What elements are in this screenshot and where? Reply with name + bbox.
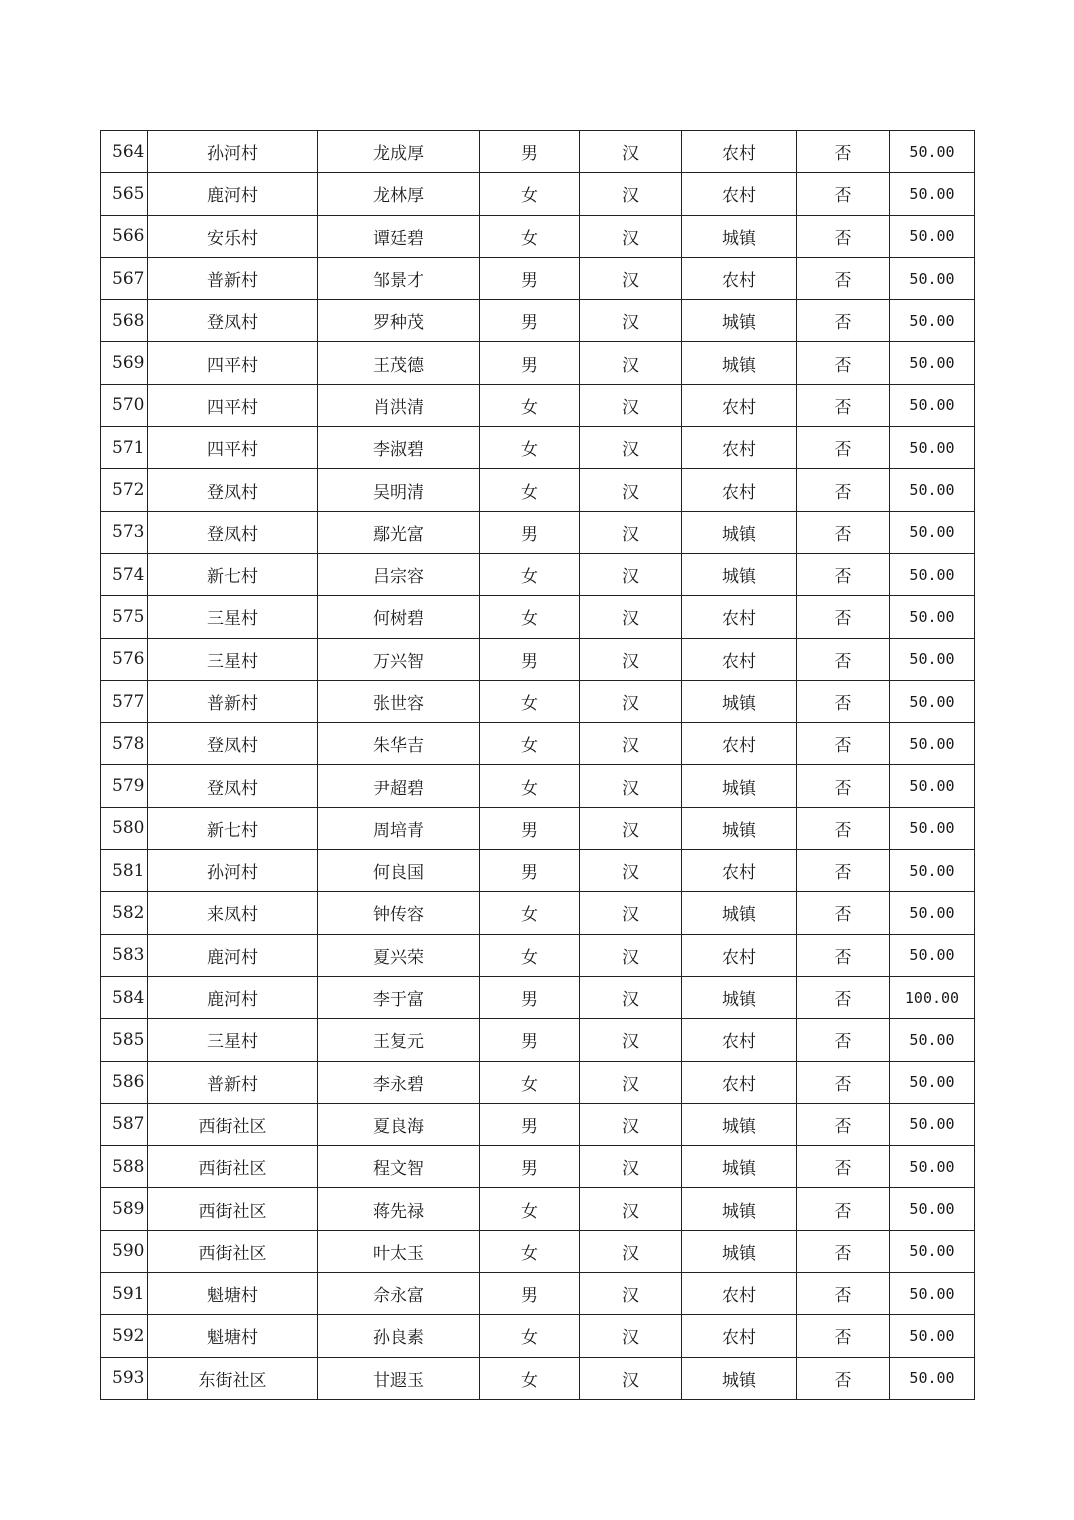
village-cell: 四平村 [148,427,318,469]
amount-cell: 50.00 [890,892,975,934]
residence-type-cell: 城镇 [682,1103,797,1145]
name-cell: 朱华吉 [318,723,480,765]
flag-cell: 否 [797,300,890,342]
name-cell: 邹景才 [318,257,480,299]
village-cell: 新七村 [148,553,318,595]
name-cell: 孙良素 [318,1315,480,1357]
flag-cell: 否 [797,680,890,722]
name-cell: 李于富 [318,976,480,1018]
flag-cell: 否 [797,511,890,553]
ethnicity-cell: 汉 [580,511,682,553]
flag-cell: 否 [797,1146,890,1188]
gender-cell: 女 [480,1315,580,1357]
flag-cell: 否 [797,976,890,1018]
serial-number-cell: 592 [101,1315,148,1357]
gender-cell: 女 [480,215,580,257]
table-row [101,1315,975,1357]
serial-number-cell: 578 [101,723,148,765]
name-cell: 叶太玉 [318,1230,480,1272]
name-cell: 龙成厚 [318,131,480,173]
amount-cell: 50.00 [890,469,975,511]
gender-cell: 女 [480,553,580,595]
flag-cell: 否 [797,1315,890,1357]
flag-cell: 否 [797,892,890,934]
amount-cell: 50.00 [890,850,975,892]
village-cell: 新七村 [148,807,318,849]
table-row [101,215,975,257]
gender-cell: 女 [480,1188,580,1230]
ethnicity-cell: 汉 [580,342,682,384]
gender-cell: 男 [480,1019,580,1061]
gender-cell: 男 [480,300,580,342]
gender-cell: 女 [480,384,580,426]
gender-cell: 男 [480,257,580,299]
amount-cell: 50.00 [890,680,975,722]
gender-cell: 女 [480,680,580,722]
amount-cell: 50.00 [890,1188,975,1230]
gender-cell: 男 [480,976,580,1018]
village-cell: 普新村 [148,1061,318,1103]
flag-cell: 否 [797,723,890,765]
serial-number-cell: 568 [101,300,148,342]
ethnicity-cell: 汉 [580,934,682,976]
amount-cell: 50.00 [890,173,975,215]
name-cell: 程文智 [318,1146,480,1188]
amount-cell: 50.00 [890,1315,975,1357]
residence-type-cell: 农村 [682,173,797,215]
amount-cell: 50.00 [890,342,975,384]
residence-type-cell: 城镇 [682,300,797,342]
gender-cell: 女 [480,1357,580,1399]
flag-cell: 否 [797,934,890,976]
residence-type-cell: 农村 [682,1273,797,1315]
table-row [101,680,975,722]
roster-table-body [101,131,975,1400]
village-cell: 来凤村 [148,892,318,934]
name-cell: 谭廷碧 [318,215,480,257]
name-cell: 王复元 [318,1019,480,1061]
ethnicity-cell: 汉 [580,469,682,511]
table-row [101,892,975,934]
residence-type-cell: 城镇 [682,215,797,257]
gender-cell: 女 [480,892,580,934]
amount-cell: 50.00 [890,300,975,342]
village-cell: 鹿河村 [148,173,318,215]
village-cell: 孙河村 [148,850,318,892]
name-cell: 龙林厚 [318,173,480,215]
table-row [101,1188,975,1230]
amount-cell: 50.00 [890,596,975,638]
serial-number-cell: 572 [101,469,148,511]
serial-number-cell: 586 [101,1061,148,1103]
table-row [101,723,975,765]
ethnicity-cell: 汉 [580,1188,682,1230]
amount-cell: 50.00 [890,553,975,595]
village-cell: 登凤村 [148,765,318,807]
ethnicity-cell: 汉 [580,384,682,426]
gender-cell: 女 [480,596,580,638]
residence-type-cell: 农村 [682,1061,797,1103]
serial-number-cell: 574 [101,553,148,595]
serial-number-cell: 577 [101,680,148,722]
flag-cell: 否 [797,1230,890,1272]
residence-type-cell: 农村 [682,1315,797,1357]
serial-number-cell: 576 [101,638,148,680]
ethnicity-cell: 汉 [580,680,682,722]
ethnicity-cell: 汉 [580,765,682,807]
gender-cell: 女 [480,723,580,765]
residence-type-cell: 农村 [682,934,797,976]
serial-number-cell: 571 [101,427,148,469]
residence-type-cell: 城镇 [682,553,797,595]
table-row [101,257,975,299]
name-cell: 肖洪清 [318,384,480,426]
flag-cell: 否 [797,1273,890,1315]
table-row [101,850,975,892]
residence-type-cell: 农村 [682,257,797,299]
name-cell: 佘永富 [318,1273,480,1315]
residence-type-cell: 农村 [682,638,797,680]
serial-number-cell: 564 [101,131,148,173]
serial-number-cell: 582 [101,892,148,934]
table-row [101,131,975,173]
name-cell: 周培青 [318,807,480,849]
name-cell: 罗种茂 [318,300,480,342]
name-cell: 张世容 [318,680,480,722]
gender-cell: 女 [480,934,580,976]
table-row [101,300,975,342]
residence-type-cell: 城镇 [682,1146,797,1188]
serial-number-cell: 566 [101,215,148,257]
residence-type-cell: 农村 [682,1019,797,1061]
serial-number-cell: 573 [101,511,148,553]
gender-cell: 男 [480,1103,580,1145]
serial-number-cell: 579 [101,765,148,807]
serial-number-cell: 589 [101,1188,148,1230]
gender-cell: 男 [480,131,580,173]
name-cell: 甘遐玉 [318,1357,480,1399]
amount-cell: 50.00 [890,765,975,807]
residence-type-cell: 城镇 [682,680,797,722]
name-cell: 尹超碧 [318,765,480,807]
name-cell: 鄢光富 [318,511,480,553]
amount-cell: 50.00 [890,384,975,426]
residence-type-cell: 城镇 [682,511,797,553]
table-row [101,1146,975,1188]
ethnicity-cell: 汉 [580,131,682,173]
amount-cell: 50.00 [890,131,975,173]
village-cell: 三星村 [148,638,318,680]
village-cell: 登凤村 [148,723,318,765]
village-cell: 普新村 [148,257,318,299]
ethnicity-cell: 汉 [580,1061,682,1103]
ethnicity-cell: 汉 [580,596,682,638]
table-row [101,1230,975,1272]
name-cell: 钟传容 [318,892,480,934]
name-cell: 夏兴荣 [318,934,480,976]
ethnicity-cell: 汉 [580,892,682,934]
serial-number-cell: 587 [101,1103,148,1145]
residence-type-cell: 城镇 [682,765,797,807]
ethnicity-cell: 汉 [580,553,682,595]
ethnicity-cell: 汉 [580,257,682,299]
amount-cell: 50.00 [890,1273,975,1315]
flag-cell: 否 [797,215,890,257]
table-row [101,596,975,638]
name-cell: 李淑碧 [318,427,480,469]
village-cell: 三星村 [148,1019,318,1061]
gender-cell: 男 [480,850,580,892]
gender-cell: 女 [480,765,580,807]
gender-cell: 男 [480,807,580,849]
table-row [101,173,975,215]
village-cell: 魁塘村 [148,1273,318,1315]
flag-cell: 否 [797,850,890,892]
ethnicity-cell: 汉 [580,300,682,342]
village-cell: 安乐村 [148,215,318,257]
village-cell: 鹿河村 [148,976,318,1018]
serial-number-cell: 593 [101,1357,148,1399]
gender-cell: 男 [480,638,580,680]
amount-cell: 50.00 [890,1357,975,1399]
ethnicity-cell: 汉 [580,1103,682,1145]
serial-number-cell: 580 [101,807,148,849]
serial-number-cell: 584 [101,976,148,1018]
residence-type-cell: 城镇 [682,1230,797,1272]
village-cell: 四平村 [148,384,318,426]
table-row [101,638,975,680]
name-cell: 李永碧 [318,1061,480,1103]
ethnicity-cell: 汉 [580,1273,682,1315]
amount-cell: 50.00 [890,1146,975,1188]
amount-cell: 50.00 [890,934,975,976]
village-cell: 西街社区 [148,1103,318,1145]
flag-cell: 否 [797,427,890,469]
ethnicity-cell: 汉 [580,1146,682,1188]
village-cell: 西街社区 [148,1230,318,1272]
flag-cell: 否 [797,1061,890,1103]
serial-number-cell: 588 [101,1146,148,1188]
flag-cell: 否 [797,469,890,511]
table-row [101,1019,975,1061]
table-row [101,934,975,976]
flag-cell: 否 [797,131,890,173]
residence-type-cell: 农村 [682,131,797,173]
serial-number-cell: 583 [101,934,148,976]
table-row [101,976,975,1018]
village-cell: 鹿河村 [148,934,318,976]
gender-cell: 女 [480,173,580,215]
ethnicity-cell: 汉 [580,1315,682,1357]
ethnicity-cell: 汉 [580,1019,682,1061]
gender-cell: 女 [480,1061,580,1103]
residence-type-cell: 农村 [682,427,797,469]
residence-type-cell: 农村 [682,850,797,892]
amount-cell: 50.00 [890,511,975,553]
flag-cell: 否 [797,807,890,849]
gender-cell: 男 [480,511,580,553]
amount-cell: 50.00 [890,1230,975,1272]
serial-number-cell: 585 [101,1019,148,1061]
flag-cell: 否 [797,1357,890,1399]
flag-cell: 否 [797,173,890,215]
flag-cell: 否 [797,1103,890,1145]
village-cell: 登凤村 [148,300,318,342]
flag-cell: 否 [797,257,890,299]
table-row [101,1273,975,1315]
gender-cell: 女 [480,1230,580,1272]
ethnicity-cell: 汉 [580,850,682,892]
ethnicity-cell: 汉 [580,215,682,257]
flag-cell: 否 [797,553,890,595]
serial-number-cell: 581 [101,850,148,892]
residence-type-cell: 城镇 [682,807,797,849]
ethnicity-cell: 汉 [580,807,682,849]
amount-cell: 50.00 [890,215,975,257]
table-row [101,553,975,595]
residence-type-cell: 农村 [682,469,797,511]
amount-cell: 50.00 [890,1061,975,1103]
village-cell: 登凤村 [148,469,318,511]
flag-cell: 否 [797,1019,890,1061]
village-cell: 三星村 [148,596,318,638]
gender-cell: 男 [480,1146,580,1188]
amount-cell: 50.00 [890,807,975,849]
flag-cell: 否 [797,596,890,638]
amount-cell: 50.00 [890,257,975,299]
residence-type-cell: 城镇 [682,342,797,384]
ethnicity-cell: 汉 [580,1357,682,1399]
ethnicity-cell: 汉 [580,976,682,1018]
amount-cell: 50.00 [890,723,975,765]
name-cell: 吕宗容 [318,553,480,595]
table-row [101,511,975,553]
name-cell: 何良国 [318,850,480,892]
amount-cell: 50.00 [890,427,975,469]
village-cell: 登凤村 [148,511,318,553]
residence-type-cell: 城镇 [682,976,797,1018]
village-cell: 西街社区 [148,1188,318,1230]
name-cell: 吴明清 [318,469,480,511]
flag-cell: 否 [797,765,890,807]
serial-number-cell: 570 [101,384,148,426]
table-row [101,427,975,469]
table-row [101,342,975,384]
amount-cell: 100.00 [890,976,975,1018]
amount-cell: 50.00 [890,638,975,680]
table-row [101,1357,975,1399]
serial-number-cell: 575 [101,596,148,638]
table-row [101,384,975,426]
serial-number-cell: 590 [101,1230,148,1272]
amount-cell: 50.00 [890,1019,975,1061]
gender-cell: 男 [480,342,580,384]
ethnicity-cell: 汉 [580,173,682,215]
ethnicity-cell: 汉 [580,427,682,469]
table-row [101,807,975,849]
amount-cell: 50.00 [890,1103,975,1145]
village-cell: 孙河村 [148,131,318,173]
flag-cell: 否 [797,342,890,384]
flag-cell: 否 [797,1188,890,1230]
residence-type-cell: 农村 [682,723,797,765]
serial-number-cell: 565 [101,173,148,215]
ethnicity-cell: 汉 [580,1230,682,1272]
name-cell: 蒋先禄 [318,1188,480,1230]
gender-cell: 男 [480,1273,580,1315]
table-row [101,469,975,511]
village-cell: 东街社区 [148,1357,318,1399]
name-cell: 何树碧 [318,596,480,638]
village-cell: 魁塘村 [148,1315,318,1357]
serial-number-cell: 567 [101,257,148,299]
village-cell: 西街社区 [148,1146,318,1188]
village-cell: 普新村 [148,680,318,722]
village-cell: 四平村 [148,342,318,384]
ethnicity-cell: 汉 [580,638,682,680]
roster-table [100,130,975,1400]
name-cell: 王茂德 [318,342,480,384]
gender-cell: 女 [480,469,580,511]
table-row [101,765,975,807]
name-cell: 夏良海 [318,1103,480,1145]
residence-type-cell: 城镇 [682,1357,797,1399]
flag-cell: 否 [797,638,890,680]
table-row [101,1103,975,1145]
serial-number-cell: 591 [101,1273,148,1315]
ethnicity-cell: 汉 [580,723,682,765]
residence-type-cell: 农村 [682,384,797,426]
name-cell: 万兴智 [318,638,480,680]
table-row [101,1061,975,1103]
residence-type-cell: 城镇 [682,892,797,934]
serial-number-cell: 569 [101,342,148,384]
gender-cell: 女 [480,427,580,469]
flag-cell: 否 [797,384,890,426]
residence-type-cell: 城镇 [682,1188,797,1230]
residence-type-cell: 农村 [682,596,797,638]
